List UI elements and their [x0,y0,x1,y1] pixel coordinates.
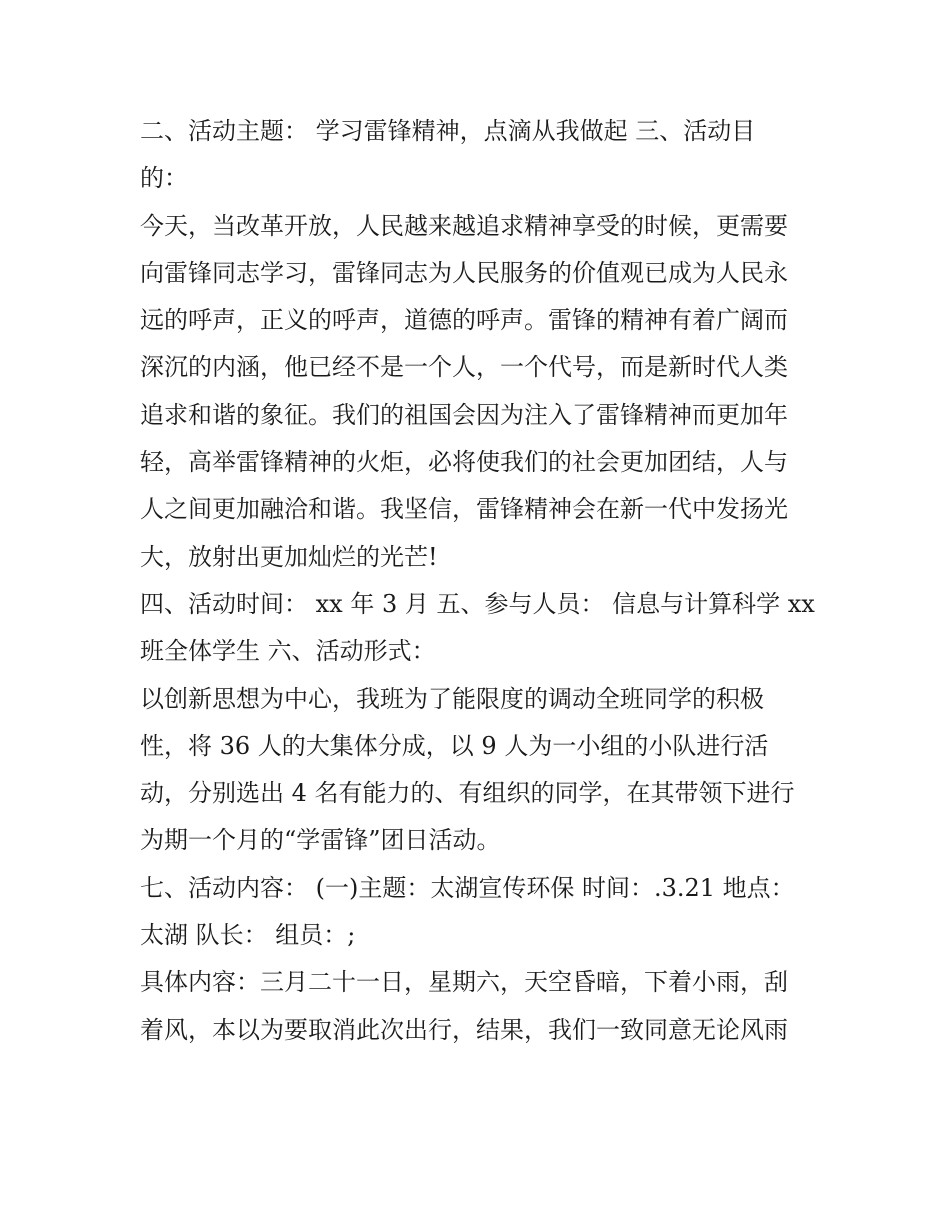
text-line: 动，分别选出 4 名有能力的、有组织的同学，在其带领下进行 [140,779,795,808]
text-line: 具体内容：三月二十一日，星期六，天空昏暗，下着小雨，刮 [140,968,788,997]
text-line: 大，放射出更加灿烂的光芒! [140,542,438,571]
text-line: 着风，本以为要取消此次出行，结果，我们一致同意无论风雨 [140,1015,788,1044]
text-line: 追求和谐的象征。我们的祖国会因为注入了雷锋精神而更加年 [140,400,788,429]
text-line: 的： [140,164,188,193]
text-line: 四、活动时间： xx 年 3 月 五、参与人员： 信息与计算科学 xx [140,589,815,618]
text-line: 班全体学生 六、活动形式： [140,637,436,666]
text-line: 远的呼声，正义的呼声，道德的呼声。雷锋的精神有着广阔而 [140,306,788,335]
document-body [140,108,820,1054]
text-line: 七、活动内容： (一)主题：太湖宣传环保 时间：.3.21 地点： [140,873,795,902]
text-line: 以创新思想为中心，我班为了能限度的调动全班同学的积极 [140,684,764,713]
text-line: 二、活动主题： 学习雷锋精神，点滴从我做起 三、活动目 [140,117,756,145]
text-line: 太湖 队长： 组员：; [140,921,356,950]
text-line: 人之间更加融洽和谐。我坚信，雷锋精神会在新一代中发扬光 [140,495,788,524]
text-line: 性，将 36 人的大集体分成，以 9 人为一小组的小队进行活 [140,731,769,760]
text-line: 轻，高举雷锋精神的火炬，必将使我们的社会更加团结，人与 [140,448,788,477]
text-line: 为期一个月的“学雷锋”团日活动。 [140,826,501,855]
text-line: 向雷锋同志学习，雷锋同志为人民服务的价值观已成为人民永 [140,258,788,287]
text-line: 深沉的内涵，他已经不是一个人，一个代号，而是新时代人类 [140,353,788,382]
text-line: 今天，当改革开放，人民越来越追求精神享受的时候，更需要 [140,211,788,240]
